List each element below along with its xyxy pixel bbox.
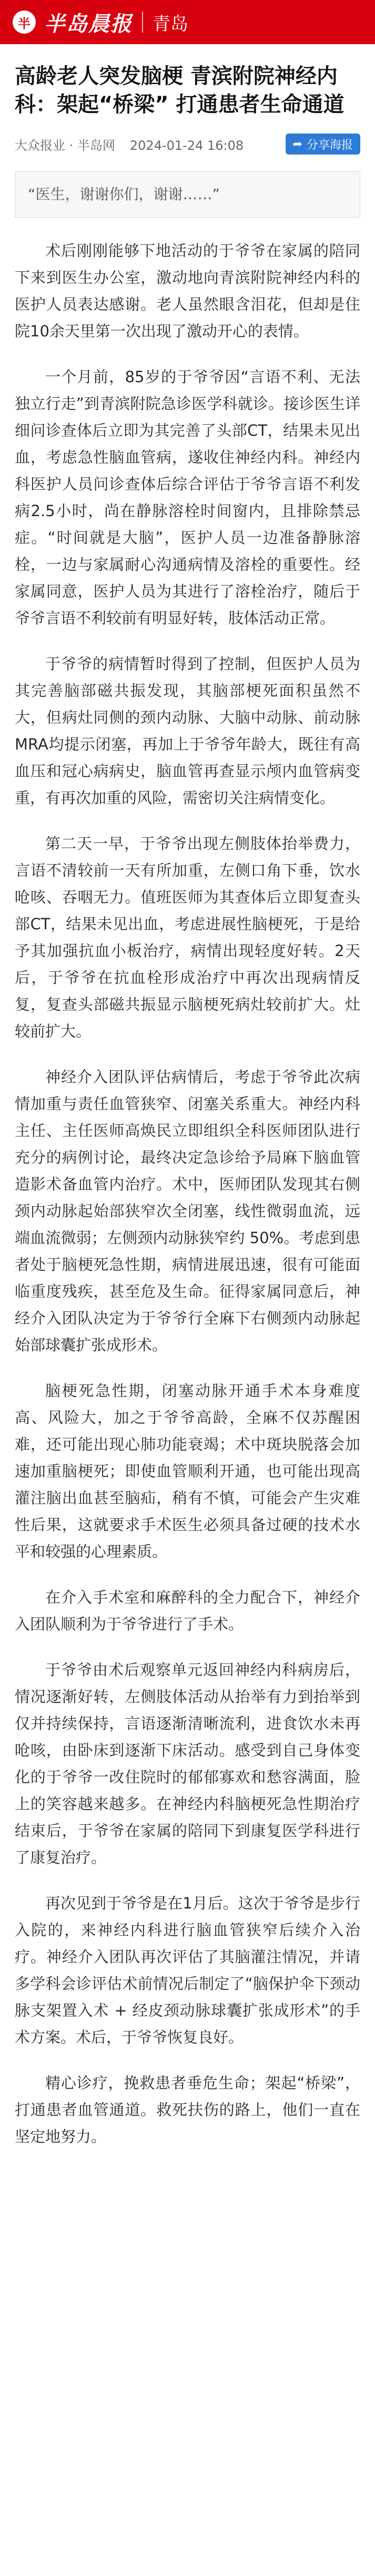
article-paragraph: 脑梗死急性期，闭塞动脉开通手术本身难度高、风险大，加之于爷爷高龄，全麻不仅苏醒困难，还可能出现心肺功能衰竭；术中斑块脱落会加速加重脑梗死；即使血管顺利开通，也可能出现高灌注脑出血甚至脑疝，稍有不慎，可能会产生灾难性后果，这就要求手术医生必须具备过硬的技术水平和较强的心理素质。 [15,1382,360,1561]
article-paragraph: 于爷爷由术后观察单元返回神经内科病房后，情况逐渐好转，左侧肢体活动从抬举有力到抬举到仅并持续保持，言语逐渐清晰流利，进食饮水未再呛咳，由卧床到逐渐下床活动。感受到自己身体变化的于爷爷一改住院时的郁郁寡欢和愁容满面，脸上的笑容越来越多。在神经内科脑梗死急性期治疗结束后，于爷爷在家属的陪同下到康复医学科进行了康复治疗。 [15,1661,360,1866]
share-arrow-icon: ➦ [292,137,302,151]
article-paragraph: 第二天一早，于爷爷出现左侧肢体抬举费力，言语不清较前一天有所加重，左侧口角下垂，饮水呛咳、吞咽无力。值班医师为其查体后立即复查头部CT，结果未见出血，考虑进展性脑梗死，于是给予其加强抗血小板治疗，病情出现轻度好转。2天后，于爷爷在抗血栓形成治疗中再次出现病情反复，复查头部磁共振显示脑梗死病灶较前扩大。灶较前扩大。 [15,835,360,1040]
brand-logo-icon: 半 [13,11,36,34]
article-source-info [15,135,244,153]
article-body [15,238,360,2150]
article-title: 高龄老人突发脑梗 青滨附院神经内科：架起“桥梁” 打通患者生命通道 [15,64,344,117]
article-quote: “医生，谢谢你们，谢谢……” [15,171,360,218]
article-paragraph: 于爷爷的病情暂时得到了控制，但医护人员为其完善脑部磁共振发现，其脑部梗死面积虽然不大，但病灶同侧的颈内动脉、大脑中动脉、前动脉MRA均提示闭塞，再加上于爷爷年龄大，既往有高血压和冠心病病史，脑血管再查显示颅内血管病变重，有再次加重的风险，需密切关注病情变化。 [15,655,360,807]
article-meta [15,132,360,156]
article-paragraph: 一个月前，85岁的于爷爷因“言语不利、无法独立行走”到青滨附院急诊医学科就诊。接诊医生详细问诊查体后立即为其完善了头部CT，结果未见出血，考虑急性脑血管病，遂收住神经内科。神经内科医护人员问诊查体后综合评估于爷爷言语不利发病2.5小时，尚在静脉溶栓时间窗内，且排除禁忌症。“时间就是大脑”，医护人员一边准备静脉溶栓，一边与家属耐心沟通病情及溶栓的重要性。经家属同意，医护人员为其进行了溶栓治疗，随后于爷爷言语不利较前有明显好转，肢体活动正常。 [15,368,360,627]
top-header-bar [0,0,375,44]
article-datetime: 2024-01-24 16:08 [129,138,244,153]
article-paragraph: 神经介入团队评估病情后，考虑于爷爷此次病情加重与责任血管狭窄、闭塞关系重大。神经内科主任、主任医师高焕民立即组织全科医师团队进行充分的病例讨论，最终决定急诊给予局麻下脑血管造影术备血管内治疗。术中，医师团队发现其右侧颈内动脉起始部狭窄次全闭塞，线性微弱血流，远端血流微弱；左侧颈内动脉狭窄约 50%。考虑到患者处于脑梗死急性期，病情进展迅速，很有可能面临重度残疾，甚至危及生命。征得家属同意后，神经介入团队决定为于爷爷行全麻下右侧颈内动脉起始部球囊扩张成形术。 [15,1068,360,1354]
header-divider [142,12,143,33]
share-poster-button[interactable] [286,134,360,155]
article-paragraph: 在介入手术室和麻醉科的全力配合下，神经介入团队顺利为于爷爷进行了手术。 [15,1588,360,1633]
share-poster-label: 分享海报 [306,138,353,152]
article-paragraph: 再次见到于爷爷是在1月后。这次于爷爷是步行入院的，来神经内科进行脑血管狭窄后续介入治疗。神经介入团队再次评估了其脑灌注情况，并请多学科会诊评估术前情况后制定了“脑保护伞下颈动脉支架置入术 + 经皮颈动脉球囊扩张成形术”的手术方案。术后，于爷爷恢复良好。 [15,1894,360,2046]
article-paragraph: 术后刚刚能够下地活动的于爷爷在家属的陪同下来到医生办公室，激动地向青滨附院神经内科的医护人员表达感谢。老人虽然眼含泪花，但却是住院10余天里第一次出现了激动开心的表情。 [15,242,360,340]
article-container [0,44,375,2171]
brand-name[interactable]: 半岛晨报 [44,11,133,36]
article-source: 大众报业 · 半岛网 [15,138,115,153]
article-paragraph: 精心诊疗，挽救患者垂危生命；架起“桥梁”，打通患者血管通道。救死扶伤的路上，他们一直在坚定地努力。 [15,2074,360,2146]
city-label[interactable]: 青岛 [153,13,188,35]
